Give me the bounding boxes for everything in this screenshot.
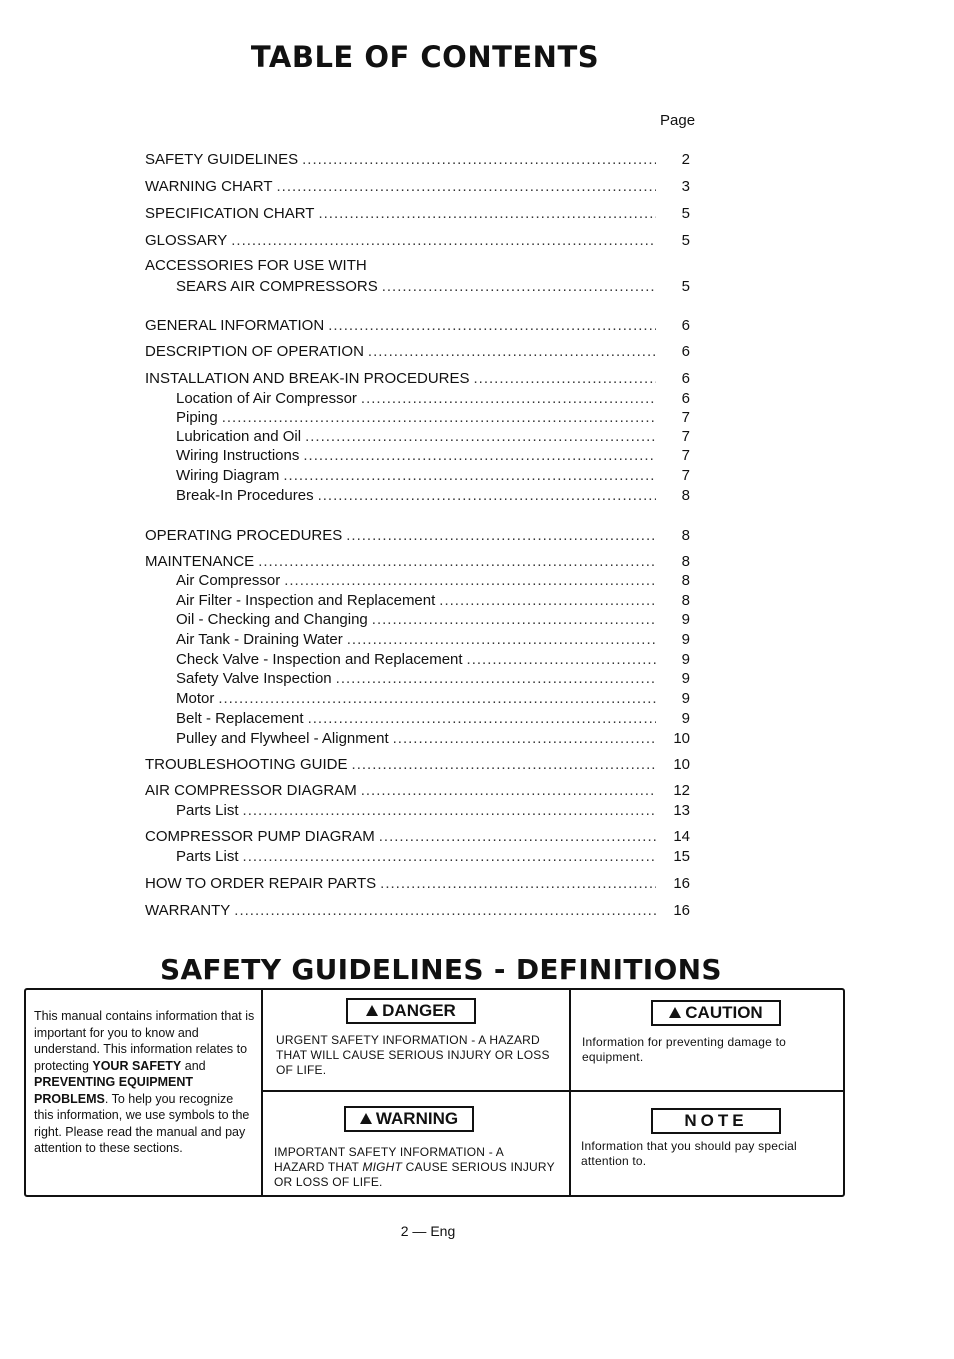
caution-badge: CAUTION bbox=[651, 1000, 781, 1026]
toc-entry-label: WARRANTY bbox=[145, 902, 231, 919]
divider bbox=[261, 990, 263, 1195]
toc-leader-dots bbox=[379, 828, 656, 846]
toc-entry-page: 2 bbox=[681, 151, 690, 168]
toc-entry bbox=[176, 802, 690, 820]
toc-entry-page: 15 bbox=[673, 848, 690, 865]
safety-title: SAFETY GUIDELINES - DEFINITIONS bbox=[160, 953, 722, 986]
toc-entry bbox=[145, 343, 690, 361]
toc-leader-dots bbox=[439, 592, 656, 610]
toc-entry-label: Parts List bbox=[176, 802, 239, 819]
toc-entry bbox=[176, 447, 690, 465]
toc-entry-page: 9 bbox=[681, 651, 690, 668]
toc-entry-page: 6 bbox=[681, 317, 690, 334]
toc-leader-dots bbox=[277, 178, 657, 196]
toc-leader-dots bbox=[234, 902, 656, 920]
toc-entry-page: 7 bbox=[681, 447, 690, 464]
toc-leader-dots bbox=[361, 782, 656, 800]
toc-entry bbox=[176, 428, 690, 446]
toc-entry-label: Location of Air Compressor bbox=[176, 390, 357, 407]
toc-entry-label: Wiring Diagram bbox=[176, 467, 280, 484]
warning-triangle-icon bbox=[366, 1005, 378, 1016]
toc-entry-label: GLOSSARY bbox=[145, 232, 228, 249]
toc-entry bbox=[176, 670, 690, 688]
toc-entry bbox=[176, 848, 690, 866]
toc-entry-label: COMPRESSOR PUMP DIAGRAM bbox=[145, 828, 375, 845]
toc-leader-dots bbox=[243, 848, 656, 866]
toc-entry bbox=[145, 553, 690, 571]
toc-leader-dots bbox=[258, 553, 656, 571]
toc-entry-page: 5 bbox=[681, 205, 690, 222]
toc-entry-label: HOW TO ORDER REPAIR PARTS bbox=[145, 875, 377, 892]
toc-entry bbox=[176, 487, 690, 505]
toc-entry-page: 5 bbox=[681, 232, 690, 249]
toc-entry bbox=[145, 205, 690, 223]
toc-entry-page: 8 bbox=[681, 592, 690, 609]
toc-leader-dots bbox=[318, 205, 656, 223]
toc-entry-label: SEARS AIR COMPRESSORS bbox=[176, 278, 378, 295]
toc-entry bbox=[145, 875, 690, 893]
toc-leader-dots bbox=[336, 670, 656, 688]
toc-entry bbox=[145, 756, 690, 774]
toc-entry bbox=[145, 902, 690, 920]
toc-leader-dots bbox=[218, 690, 656, 708]
warning-triangle-icon bbox=[669, 1007, 681, 1018]
toc-entry-page: 6 bbox=[681, 370, 690, 387]
toc-entry-label: AIR COMPRESSOR DIAGRAM bbox=[145, 782, 357, 799]
toc-entry-label: Break-In Procedures bbox=[176, 487, 314, 504]
toc-entry bbox=[176, 730, 690, 748]
toc-leader-dots bbox=[372, 611, 656, 629]
danger-badge: DANGER bbox=[346, 998, 476, 1024]
toc-entry bbox=[145, 828, 690, 846]
toc-entry bbox=[145, 527, 690, 545]
toc-leader-dots bbox=[222, 409, 656, 427]
toc-leader-dots bbox=[361, 390, 656, 408]
toc-entry bbox=[145, 257, 690, 275]
toc-leader-dots bbox=[303, 447, 656, 465]
toc-entry bbox=[145, 232, 690, 250]
toc-leader-dots bbox=[346, 527, 656, 545]
toc-leader-dots bbox=[347, 631, 656, 649]
toc-entry bbox=[145, 317, 690, 335]
toc-leader-dots bbox=[302, 151, 656, 169]
toc-entry bbox=[176, 390, 690, 408]
toc-leader-dots bbox=[352, 756, 656, 774]
toc-entry-label: Air Tank - Draining Water bbox=[176, 631, 343, 648]
toc-leader-dots bbox=[318, 487, 656, 505]
safety-definitions-box bbox=[24, 988, 845, 1197]
toc-leader-dots bbox=[284, 572, 656, 590]
toc-entry-page: 7 bbox=[681, 428, 690, 445]
toc-entry-label: Lubrication and Oil bbox=[176, 428, 302, 445]
warning-triangle-icon bbox=[360, 1113, 372, 1124]
toc-leader-dots bbox=[308, 710, 656, 728]
toc-entry-label: GENERAL INFORMATION bbox=[145, 317, 325, 334]
toc-entry bbox=[176, 651, 690, 669]
toc-leader-dots bbox=[368, 343, 656, 361]
toc-leader-dots bbox=[467, 651, 656, 669]
toc-entry-label: ACCESSORIES FOR USE WITH bbox=[145, 257, 367, 274]
toc-entry bbox=[145, 782, 690, 800]
toc-leader-dots bbox=[393, 730, 656, 748]
toc-entry-page: 12 bbox=[673, 782, 690, 799]
toc-leader-dots bbox=[231, 232, 656, 250]
toc-entry-page: 8 bbox=[681, 527, 690, 544]
toc-entry bbox=[145, 151, 690, 169]
toc-entry-page: 7 bbox=[681, 409, 690, 426]
toc-entry-page: 8 bbox=[681, 553, 690, 570]
toc-entry-page: 3 bbox=[681, 178, 690, 195]
divider bbox=[261, 1090, 843, 1092]
toc-entry bbox=[176, 631, 690, 649]
toc-entry-page: 9 bbox=[681, 670, 690, 687]
danger-description: URGENT SAFETY INFORMATION - A HAZARD THAT WILL CAUSE SERIOUS INJURY OR LOSS OF LIFE. bbox=[276, 1033, 550, 1077]
toc-leader-dots bbox=[243, 802, 656, 820]
toc-leader-dots bbox=[474, 370, 656, 388]
toc-entry-page: 10 bbox=[673, 756, 690, 773]
toc-entry-label: Parts List bbox=[176, 848, 239, 865]
toc-leader-dots bbox=[283, 467, 656, 485]
toc-entry-page: 9 bbox=[681, 690, 690, 707]
toc-entry bbox=[176, 592, 690, 610]
toc-entry-label: Pulley and Flywheel - Alignment bbox=[176, 730, 389, 747]
note-badge: NOTE bbox=[651, 1108, 781, 1134]
toc-entry bbox=[176, 572, 690, 590]
page-column-header: Page bbox=[660, 112, 696, 129]
toc-leader-dots bbox=[380, 875, 656, 893]
caution-description: Information for preventing damage to equipment. bbox=[582, 1035, 786, 1064]
toc-entry-page: 6 bbox=[681, 343, 690, 360]
toc-entry-label: Safety Valve Inspection bbox=[176, 670, 332, 687]
toc-entry-page: 5 bbox=[681, 278, 690, 295]
toc-entry-label: Piping bbox=[176, 409, 218, 426]
toc-entry-label: OPERATING PROCEDURES bbox=[145, 527, 343, 544]
toc-entry-page: 9 bbox=[681, 611, 690, 628]
toc-entry bbox=[145, 370, 690, 388]
toc-title: TABLE OF CONTENTS bbox=[250, 40, 600, 74]
toc-entry-page: 8 bbox=[681, 572, 690, 589]
toc-entry-label: WARNING CHART bbox=[145, 178, 273, 195]
toc-entry-page: 16 bbox=[673, 875, 690, 892]
toc-entry-label: Belt - Replacement bbox=[176, 710, 304, 727]
toc-entry bbox=[176, 409, 690, 427]
toc-entry-label: MAINTENANCE bbox=[145, 553, 255, 570]
toc-entry bbox=[176, 611, 690, 629]
toc-entry-label: Wiring Instructions bbox=[176, 447, 300, 464]
toc-entry-page: 16 bbox=[673, 902, 690, 919]
page-footer: 2 — Eng bbox=[400, 1223, 456, 1239]
toc-entry-label: Oil - Checking and Changing bbox=[176, 611, 368, 628]
toc-entry-label: Air Filter - Inspection and Replacement bbox=[176, 592, 436, 609]
toc-leader-dots bbox=[328, 317, 656, 335]
toc-entry-label: Check Valve - Inspection and Replacement bbox=[176, 651, 463, 668]
toc-entry-page: 13 bbox=[673, 802, 690, 819]
toc-entry-page: 14 bbox=[673, 828, 690, 845]
toc-leader-dots bbox=[382, 278, 656, 296]
toc-leader-dots bbox=[305, 428, 656, 446]
warning-description: IMPORTANT SAFETY INFORMATION - A HAZARD THAT MIGHT CAUSE SERIOUS INJURY OR LOSS OF LIFE. bbox=[274, 1145, 555, 1189]
toc-entry bbox=[176, 467, 690, 485]
safety-intro-text: This manual contains information that is important for you to know and understand. This information relates to protecting YOUR SAFETY and PREVENTING EQUIPMENT PROBLEMS. To help you recognize this information, we use symbols to the right. Please read the manual and pay attention to these sections. bbox=[34, 1009, 255, 1155]
toc-entry-label: SAFETY GUIDELINES bbox=[145, 151, 299, 168]
toc-entry bbox=[176, 278, 690, 296]
toc-entry-page: 9 bbox=[681, 631, 690, 648]
note-description: Information that you should pay special attention to. bbox=[581, 1139, 797, 1168]
warning-badge: WARNING bbox=[344, 1106, 474, 1132]
toc-entry-page: 10 bbox=[673, 730, 690, 747]
toc-entry-label: TROUBLESHOOTING GUIDE bbox=[145, 756, 348, 773]
toc-entry-page: 7 bbox=[681, 467, 690, 484]
toc-entry-label: INSTALLATION AND BREAK-IN PROCEDURES bbox=[145, 370, 470, 387]
toc-entry bbox=[176, 710, 690, 728]
toc-entry-label: Air Compressor bbox=[176, 572, 281, 589]
toc-entry-page: 8 bbox=[681, 487, 690, 504]
toc-entry bbox=[176, 690, 690, 708]
toc-entry-label: Motor bbox=[176, 690, 215, 707]
toc-entry-page: 6 bbox=[681, 390, 690, 407]
toc-entry-label: DESCRIPTION OF OPERATION bbox=[145, 343, 364, 360]
toc-entry-label: SPECIFICATION CHART bbox=[145, 205, 315, 222]
toc-entry-page: 9 bbox=[681, 710, 690, 727]
divider bbox=[569, 990, 571, 1195]
toc-entry bbox=[145, 178, 690, 196]
